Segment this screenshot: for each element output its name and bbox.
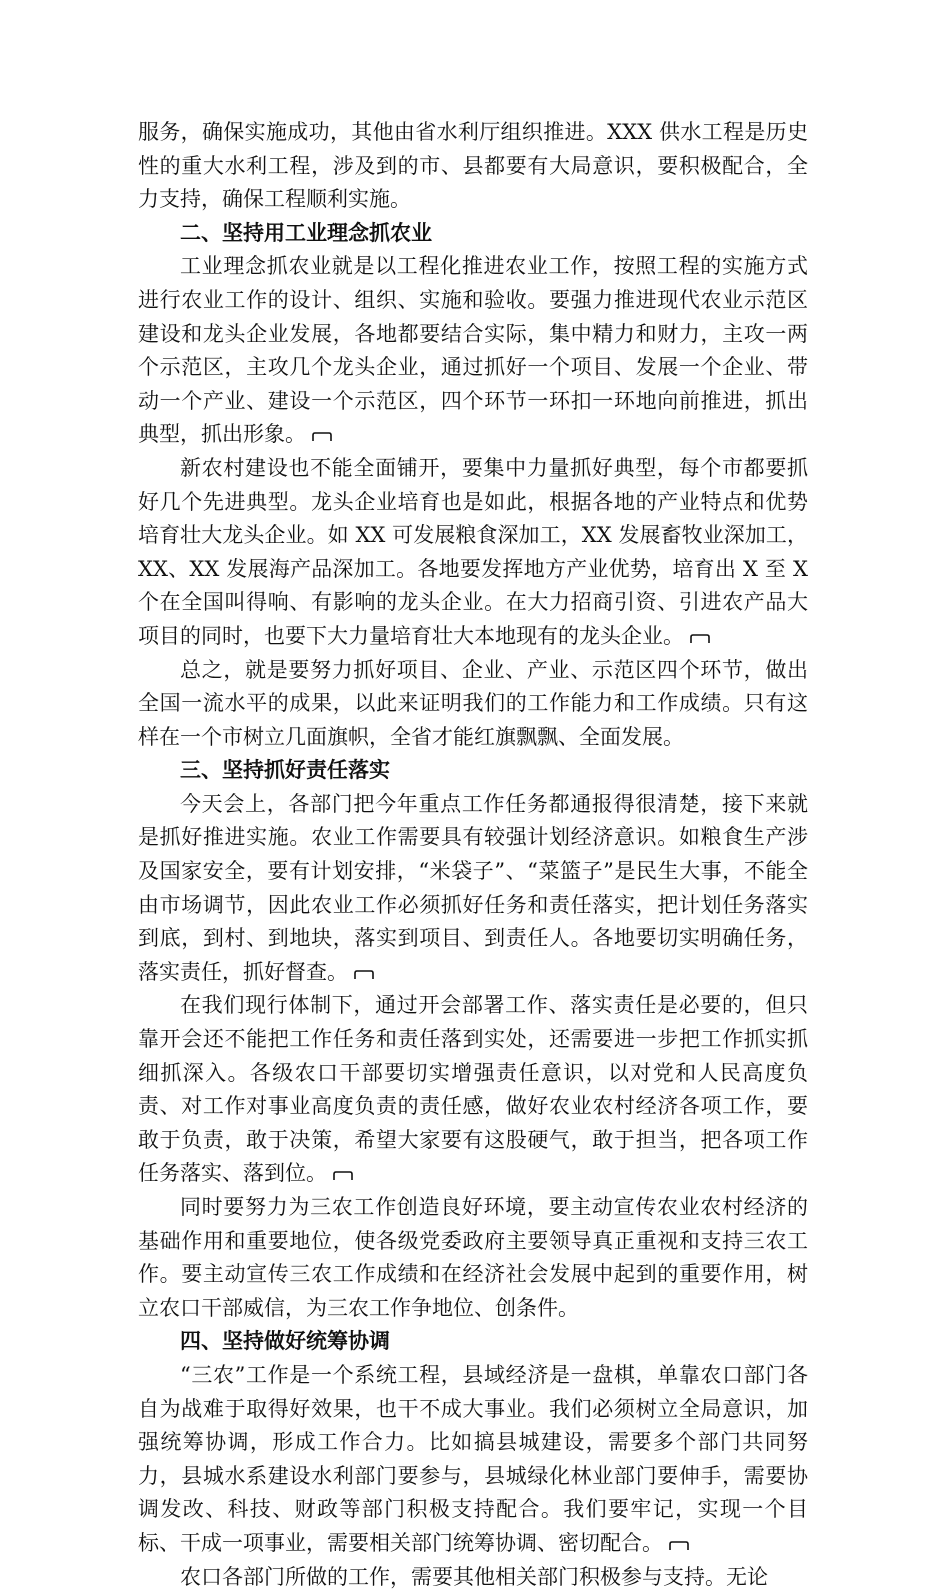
paragraph-text: 工业理念抓农业就是以工程化推进农业工作，按照工程的实施方式进行农业工作的设计、组织、实施和验收。要强力推进现代农业示范区建设和龙头企业发展，各地都要结合实际，集中精力和财力，主攻一两个示范区，主攻几个龙头企业，通过抓好一个项目、发展一个企业、带动一个产业、建设一个示范区，四个环节一环扣一环地向前推进，抓出典型，抓出形象。: [138, 254, 808, 447]
paragraph-mark-icon: [312, 432, 332, 442]
paragraph-mark-icon: [690, 634, 710, 644]
document-page: [138, 116, 808, 1594]
paragraph-2: [138, 250, 808, 452]
paragraph-3: [138, 452, 808, 654]
paragraph-text: 新农村建设也不能全面铺开，要集中力量抓好典型，每个市都要抓好几个先进典型。龙头企业培育也是如此，根据各地的产业特点和优势培育壮大龙头企业。如 XX 可发展粮食深加工，XX 发展畜牧业深加工，XX、XX 发展海产品深加工。各地要发挥地方产业优势，培育出 X 至 X 个在全国叫得响、有影响的龙头企业。在大力招商引资、引进农产品大项目的同时，也要下大力量培育壮大本地现有的龙头企业。: [138, 455, 808, 648]
paragraph-0: 服务，确保实施成功，其他由省水利厅组织推进。XXX 供水工程是历史性的重大水利工程，涉及到的市、县都要有大局意识，要积极配合，全力支持，确保工程顺利实施。: [138, 120, 808, 212]
paragraph-4: 总之，就是要努力抓好项目、企业、产业、示范区四个环节，做出全国一流水平的成果，以此来证明我们的工作能力和工作成绩。只有这样在一个市树立几面旗帜，全省才能红旗飘飘、全面发展。: [138, 657, 808, 749]
paragraph-text: 在我们现行体制下，通过开会部署工作、落实责任是必要的，但只靠开会还不能把工作任务和责任落到实处，还需要进一步把工作抓实抓细抓深入。各级农口干部要切实增强责任意识，以对党和人民高度负责、对工作对事业高度负责的责任感，做好农业农村经济各项工作，要敢于负责，敢于决策，希望大家要有这股硬气，敢于担当，把各项工作任务落实、落到位。: [138, 993, 808, 1186]
paragraph-mark-icon: [354, 970, 374, 980]
paragraph-10: [138, 1359, 808, 1561]
section-heading-3: 三、坚持抓好责任落实: [180, 758, 390, 783]
paragraph-7: [138, 989, 808, 1191]
paragraph-mark-icon: [669, 1541, 689, 1551]
paragraph-6: [138, 788, 808, 990]
section-heading-2: 二、坚持用工业理念抓农业: [180, 220, 432, 245]
paragraph-mark-icon: [333, 1171, 353, 1181]
paragraph-text: 今天会上，各部门把今年重点工作任务都通报得很清楚，接下来就是抓好推进实施。农业工作需要具有较强计划经济意识。如粮食生产涉及国家安全，要有计划安排，“米袋子”、“菜篮子”是民生大事，不能全由市场调节，因此农业工作必须抓好任务和责任落实，把计划任务落实到底，到村、到地块，落实到项目、到责任人。各地要切实明确任务，落实责任，抓好督查。: [138, 791, 808, 984]
paragraph-text: “三农”工作是一个系统工程，县域经济是一盘棋，单靠农口部门各自为战难于取得好效果，也干不成大事业。我们必须树立全局意识，加强统筹协调，形成工作合力。比如搞县城建设，需要多个部门共同努力，县城水系建设水利部门要参与，县城绿化林业部门要伸手，需要协调发改、科技、财政等部门积极支持配合。我们要牢记，实现一个目标、干成一项事业，需要相关部门统筹协调、密切配合。: [138, 1362, 808, 1555]
section-heading-4: 四、坚持做好统筹协调: [180, 1329, 390, 1354]
paragraph-8: 同时要努力为三农工作创造良好环境，要主动宣传农业农村经济的基础作用和重要地位，使各级党委政府主要领导真正重视和支持三农工作。要主动宣传三农工作成绩和在经济社会发展中起到的重要作用，树立农口干部威信，为三农工作争地位、创条件。: [138, 1195, 808, 1320]
paragraph-11: 农口各部门所做的工作，需要其他相关部门积极参与支持。无论: [180, 1564, 768, 1589]
